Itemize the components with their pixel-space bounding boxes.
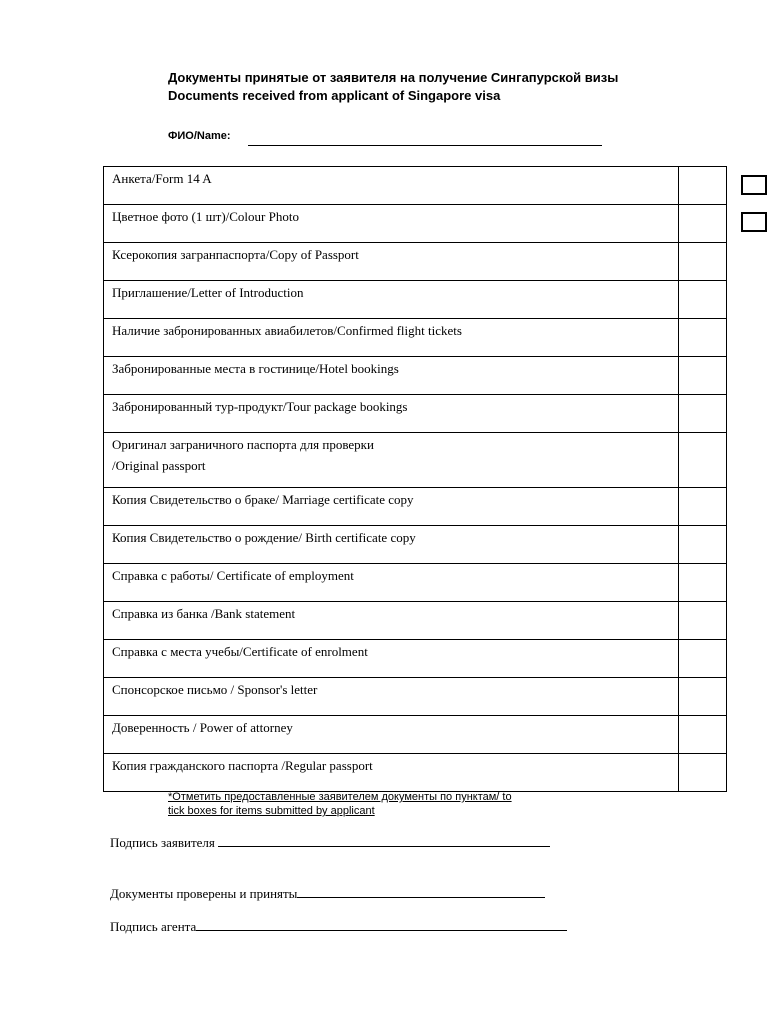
table-row [104, 488, 727, 526]
check-cell[interactable] [679, 243, 727, 281]
title-english: Documents received from applicant of Singapore visa [168, 88, 501, 103]
table-row [104, 281, 727, 319]
applicant-signature-row [110, 834, 550, 851]
table-row [104, 205, 727, 243]
table-row [104, 357, 727, 395]
agent-signature-line[interactable] [196, 918, 567, 931]
document-label: Доверенность / Power of attorney [104, 716, 679, 754]
document-label [104, 433, 679, 488]
applicant-signature-label: Подпись заявителя [110, 835, 219, 850]
document-label: Спонсорское письмо / Sponsor's letter [104, 678, 679, 716]
applicant-signature-line[interactable] [218, 834, 550, 847]
document-label: Справка с места учебы/Certificate of enrolment [104, 640, 679, 678]
instruction-note [168, 790, 512, 818]
check-cell[interactable] [679, 716, 727, 754]
table-row [104, 395, 727, 433]
name-field[interactable] [248, 145, 602, 146]
table-row [104, 243, 727, 281]
document-label: Цветное фото (1 шт)/Colour Photo [104, 205, 679, 243]
document-label: Справка с работы/ Certificate of employment [104, 564, 679, 602]
check-cell[interactable] [679, 205, 727, 243]
check-cell[interactable] [679, 433, 727, 488]
documents-table [103, 166, 727, 792]
document-label: Справка из банка /Bank statement [104, 602, 679, 640]
document-label: Забронированный тур-продукт/Tour package bookings [104, 395, 679, 433]
table-row [104, 319, 727, 357]
check-cell[interactable] [679, 640, 727, 678]
name-label: ФИО/Name: [168, 130, 231, 142]
check-cell[interactable] [679, 281, 727, 319]
table-row [104, 526, 727, 564]
document-label: Приглашение/Letter of Introduction [104, 281, 679, 319]
agent-signature-label: Подпись агента [110, 919, 197, 934]
documents-checked-row [110, 885, 545, 902]
check-cell[interactable] [679, 167, 727, 205]
document-label: Копия Свидетельство о браке/ Marriage certificate copy [104, 488, 679, 526]
document-label: Наличие забронированных авиабилетов/Confirmed flight tickets [104, 319, 679, 357]
table-row [104, 602, 727, 640]
agent-signature-row [110, 918, 567, 935]
check-cell[interactable] [679, 754, 727, 792]
document-label-line: Оригинал заграничного паспорта для проверки [112, 437, 374, 452]
document-label: Забронированные места в гостинице/Hotel bookings [104, 357, 679, 395]
document-label-line: /Original passport [112, 458, 206, 473]
check-cell[interactable] [679, 526, 727, 564]
table-row [104, 564, 727, 602]
documents-checked-label: Документы проверены и приняты [110, 886, 298, 901]
instruction-note-line: *Отметить предоставленные заявителем документы по пунктам/ to [168, 791, 512, 803]
document-label: Ксерокопия загранпаспорта/Copy of Passport [104, 243, 679, 281]
title-russian: Документы принятые от заявителя на получение Сингапурской визы [168, 70, 619, 85]
check-cell[interactable] [679, 319, 727, 357]
document-label: Анкета/Form 14 A [104, 167, 679, 205]
check-cell[interactable] [679, 357, 727, 395]
check-cell[interactable] [679, 564, 727, 602]
instruction-note-line: tick boxes for items submitted by applicant [168, 805, 375, 817]
table-row [104, 754, 727, 792]
table-row [104, 167, 727, 205]
tick-checkbox[interactable] [741, 175, 767, 195]
table-row [104, 433, 727, 488]
documents-checked-line[interactable] [297, 885, 545, 898]
table-row [104, 678, 727, 716]
table-row [104, 640, 727, 678]
check-cell[interactable] [679, 395, 727, 433]
tick-checkbox[interactable] [741, 212, 767, 232]
check-cell[interactable] [679, 678, 727, 716]
document-label: Копия Свидетельство о рождение/ Birth certificate copy [104, 526, 679, 564]
check-cell[interactable] [679, 488, 727, 526]
table-row [104, 716, 727, 754]
check-cell[interactable] [679, 602, 727, 640]
document-label: Копия гражданского паспорта /Regular passport [104, 754, 679, 792]
